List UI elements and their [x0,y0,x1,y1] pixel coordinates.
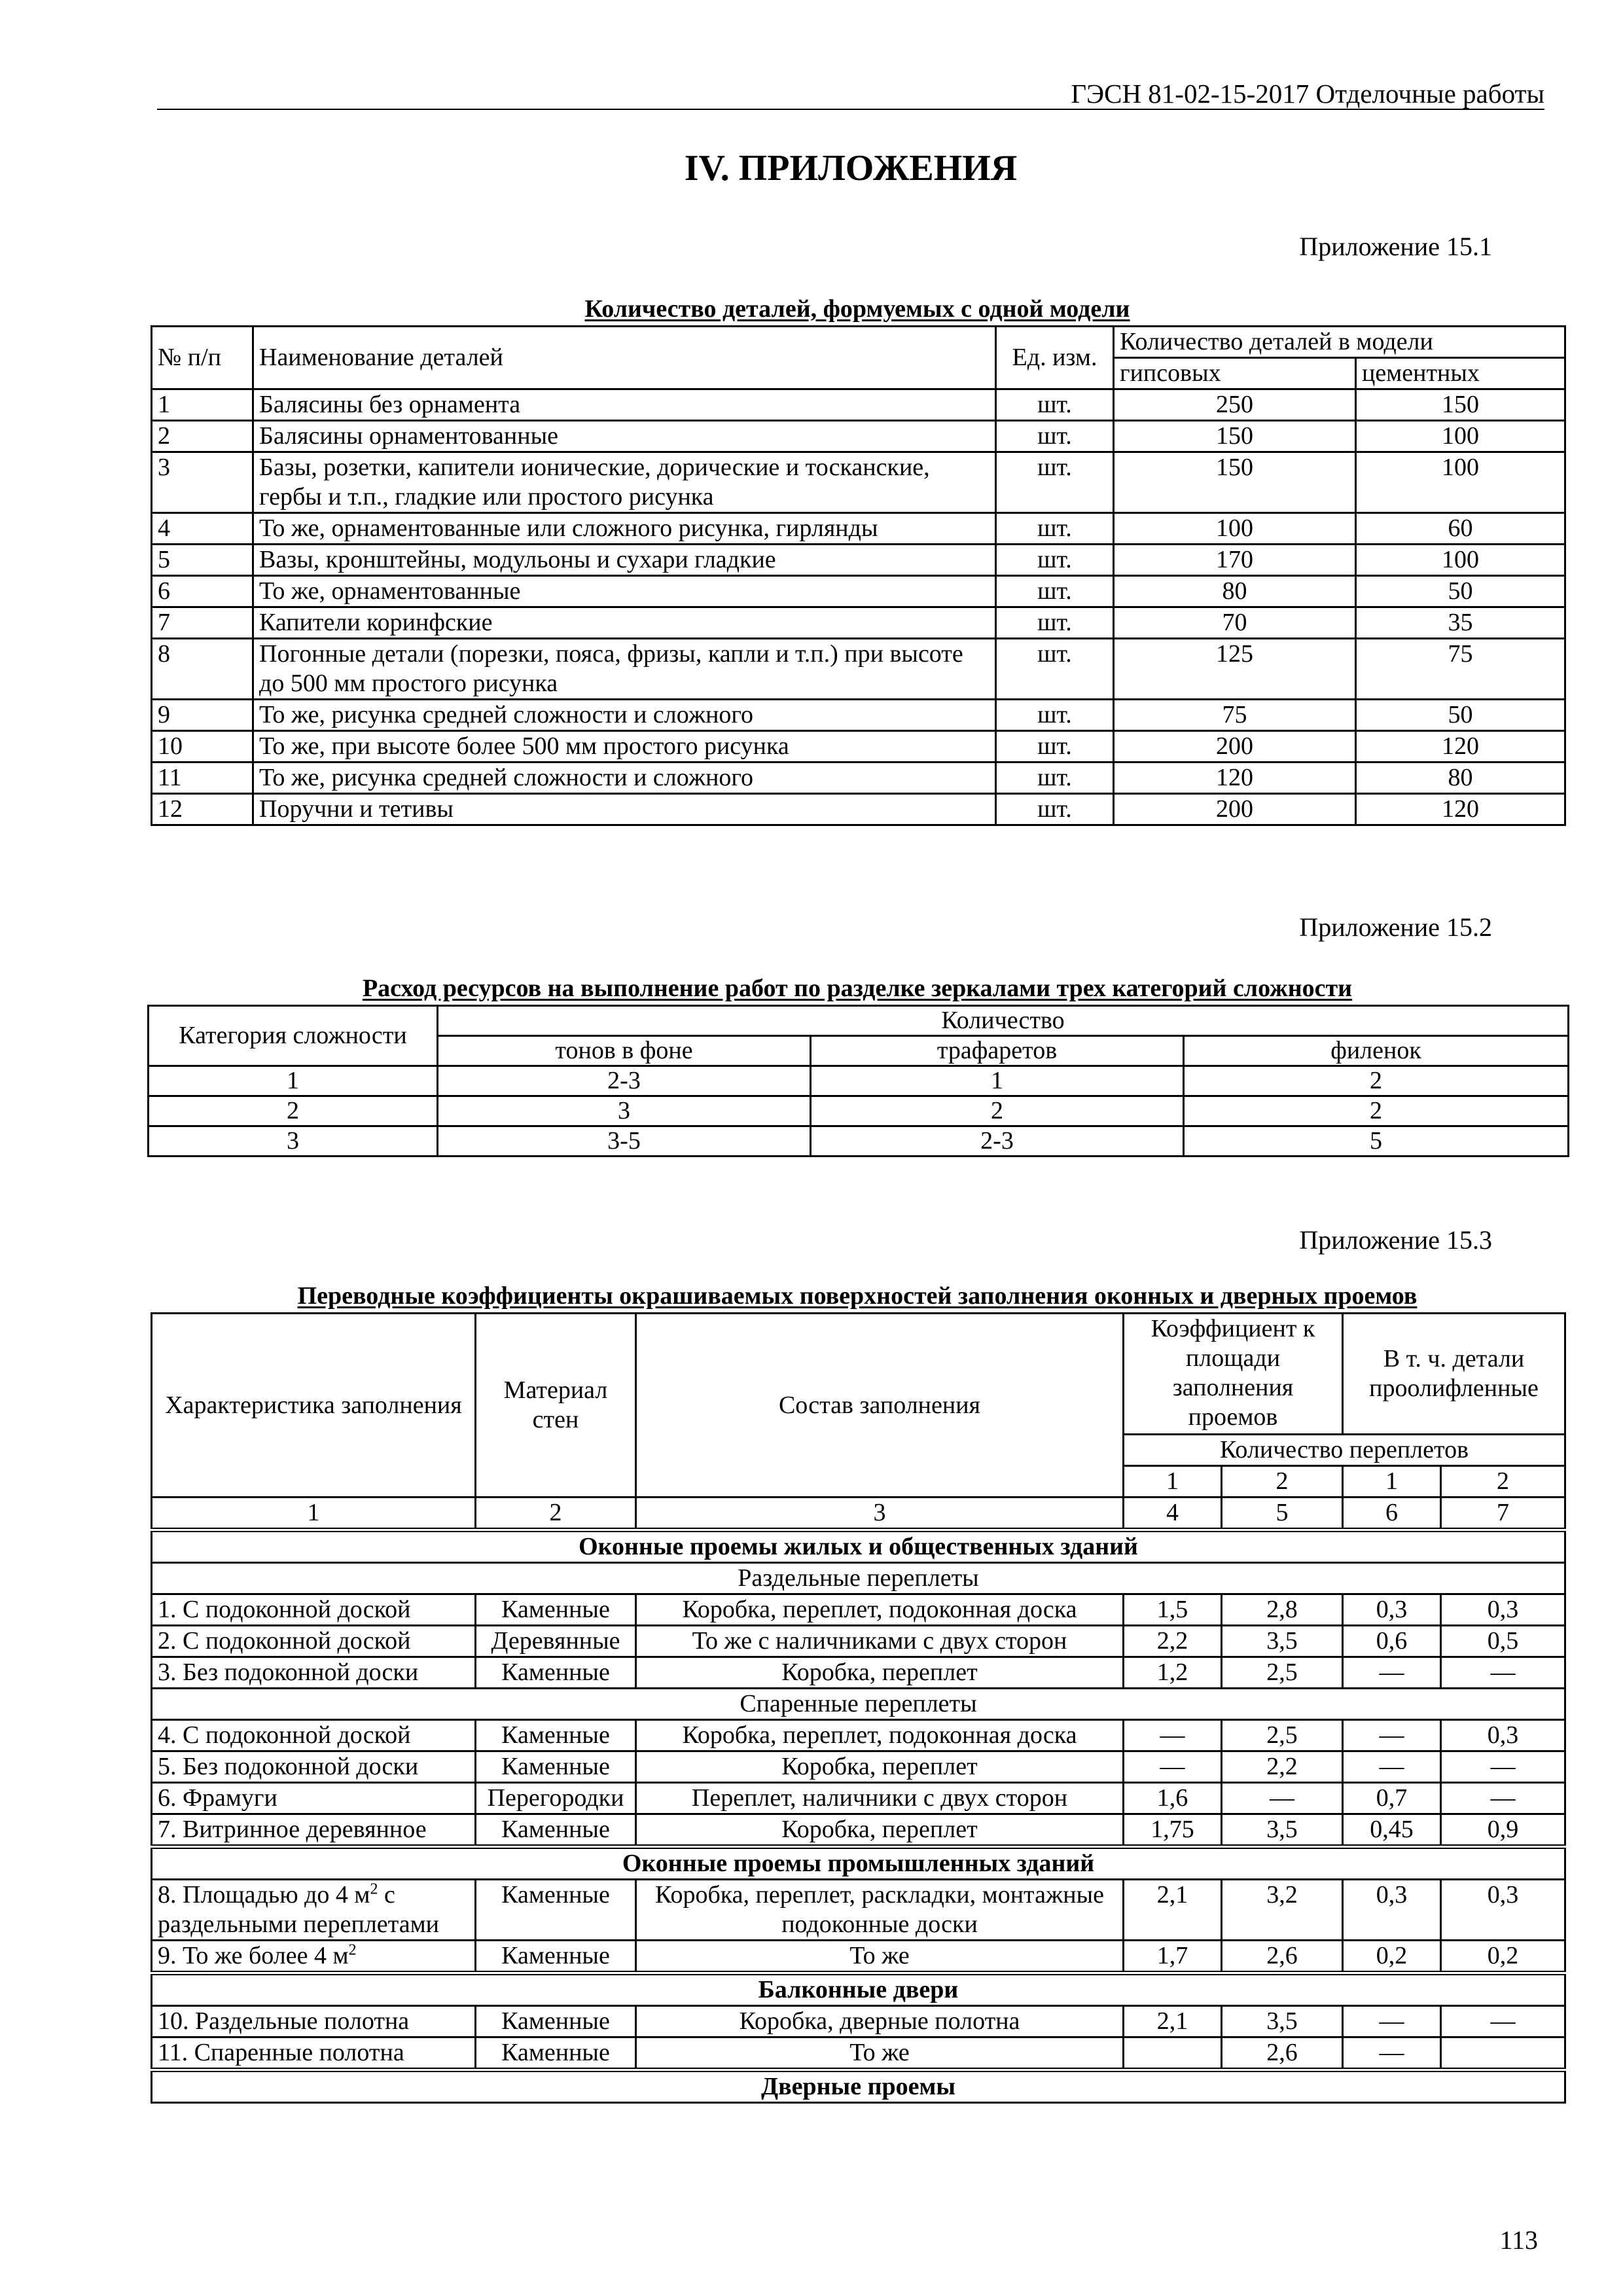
row-unit: шт. [996,639,1114,700]
table-header-row [152,327,1565,358]
table-row [152,762,1565,794]
row-coef-1: 1,6 [1124,1783,1222,1814]
table-row [152,545,1565,576]
row-coef-1: — [1124,1751,1222,1783]
row-cement: 120 [1356,794,1565,825]
row-unit: шт. [996,545,1114,576]
section-balcony-doors: Балконные двери [152,1973,1565,2006]
table-15-3 [151,1312,1566,2104]
row-gypsum: 100 [1114,513,1356,545]
column-number: 6 [1343,1498,1441,1530]
table-15-2 [147,1005,1569,1157]
row-stencils: 2-3 [811,1126,1184,1157]
header-wall-material: Материал стен [476,1314,636,1498]
row-name: Балясины без орнамента [253,389,996,421]
row-coef-2: 2,6 [1222,1941,1343,1973]
table-row [152,1751,1565,1783]
superscript: 2 [370,1880,378,1898]
row-cement: 100 [1356,421,1565,452]
section-residential-windows: Оконные проемы жилых и общественных зданий [152,1530,1565,1563]
header-cement: цементных [1356,358,1565,389]
row-coef-2: 2,6 [1222,2037,1343,2070]
table-row [152,576,1565,607]
row-oiled-1: — [1343,2006,1441,2037]
row-oiled-2: 0,2 [1441,1941,1565,1973]
row-characteristic: 6. Фрамуги [152,1783,476,1814]
row-name: То же, орнаментованные или сложного рисунка, гирлянды [253,513,996,545]
row-characteristic: 1. С подоконной доской [152,1594,476,1626]
row-num: 3 [152,452,253,513]
table-row [152,607,1565,639]
row-num: 7 [152,607,253,639]
table-row [152,1941,1565,1973]
appendix-label-15-3: Приложение 15.3 [1299,1225,1492,1255]
column-number: 4 [1124,1498,1222,1530]
table-row [152,421,1565,452]
row-gypsum: 75 [1114,700,1356,731]
row-unit: шт. [996,700,1114,731]
table-header-row [152,1314,1565,1435]
row-coef-2: 2,5 [1222,1657,1343,1689]
table-row [152,794,1565,825]
row-cement: 75 [1356,639,1565,700]
row-oiled-2: — [1441,1751,1565,1783]
table-row [152,1594,1565,1626]
table-15-1 [151,325,1566,826]
row-wall-material: Каменные [476,2037,636,2070]
row-composition: То же [636,1941,1124,1973]
table-row [152,1814,1565,1847]
row-unit: шт. [996,513,1114,545]
header-frames-1: 1 [1124,1466,1222,1498]
row-unit: шт. [996,607,1114,639]
row-unit: шт. [996,762,1114,794]
appendix-label-15-1: Приложение 15.1 [1299,232,1492,261]
row-composition: То же [636,2037,1124,2070]
row-coef-2: 2,8 [1222,1594,1343,1626]
table-row [149,1126,1569,1157]
row-coef-1: 1,7 [1124,1941,1222,1973]
row-name: То же, рисунка средней сложности и сложного [253,762,996,794]
row-wall-material: Каменные [476,1657,636,1689]
subsection-paired-frames: Спаренные переплеты [152,1689,1565,1720]
row-composition: Коробка, переплет [636,1751,1124,1783]
row-coef-1: 1,75 [1124,1814,1222,1847]
row-cement: 120 [1356,731,1565,762]
row-category: 2 [149,1096,438,1126]
row-unit: шт. [996,731,1114,762]
header-coefficient: Коэффициент к площади заполнения проемов [1124,1314,1343,1435]
row-num: 4 [152,513,253,545]
row-coef-1: 1,2 [1124,1657,1222,1689]
header-frames-count: Количество переплетов [1124,1435,1565,1466]
row-coef-1: — [1124,1720,1222,1751]
header-rule [157,109,1544,110]
row-name: Базы, розетки, капители ионические, дорические и тосканские, гербы и т.п., гладкие или простого рисунка [253,452,996,513]
row-oiled-1: 0,3 [1343,1880,1441,1941]
row-characteristic: 11. Спаренные полотна [152,2037,476,2070]
row-coef-2: 2,5 [1222,1720,1343,1751]
row-composition: Переплет, наличники с двух сторон [636,1783,1124,1814]
table-row [152,1720,1565,1751]
row-wall-material: Каменные [476,1814,636,1847]
row-characteristic: 9. То же более 4 $м^2$ [152,1941,476,1973]
table-row [152,452,1565,513]
row-oiled-1: 0,3 [1343,1594,1441,1626]
row-num: 6 [152,576,253,607]
row-wall-material: Каменные [476,1880,636,1941]
row-category: 1 [149,1066,438,1096]
row-name: Поручни и тетивы [253,794,996,825]
header-stencils: трафаретов [811,1036,1184,1066]
header-tones: тонов в фоне [438,1036,811,1066]
table-row [152,513,1565,545]
table-row [152,1657,1565,1689]
row-oiled-2: 0,5 [1441,1626,1565,1657]
table-row [152,700,1565,731]
row-wall-material: Каменные [476,1941,636,1973]
subsection-row [152,1563,1565,1594]
row-coef-1: 2,1 [1124,1880,1222,1941]
row-wall-material: Каменные [476,1751,636,1783]
row-panels: 5 [1184,1126,1569,1157]
header-panels: филенок [1184,1036,1569,1066]
column-number: 7 [1441,1498,1565,1530]
row-oiled-2: 0,3 [1441,1880,1565,1941]
row-coef-2: 3,5 [1222,1626,1343,1657]
running-header: ГЭСН 81-02-15-2017 Отделочные работы [1071,79,1544,109]
row-composition: Коробка, дверные полотна [636,2006,1124,2037]
row-cement: 50 [1356,700,1565,731]
table-caption-15-3: Переводные коэффициенты окрашиваемых поверхностей заполнения оконных и дверных проемов [297,1282,1418,1310]
table-row [149,1066,1569,1096]
row-num: 10 [152,731,253,762]
row-oiled-2: — [1441,1783,1565,1814]
row-stencils: 2 [811,1096,1184,1126]
table-row [149,1096,1569,1126]
row-panels: 2 [1184,1066,1569,1096]
row-unit: шт. [996,794,1114,825]
row-gypsum: 170 [1114,545,1356,576]
row-oiled-1: 0,45 [1343,1814,1441,1847]
header-qty: Количество деталей в модели [1114,327,1565,358]
row-characteristic: 2. С подоконной доской [152,1626,476,1657]
header-num: № п/п [152,327,253,389]
row-oiled-2 [1441,2037,1565,2070]
row-oiled-1: — [1343,1751,1441,1783]
row-name: Вазы, кронштейны, модульоны и сухари гладкие [253,545,996,576]
row-gypsum: 150 [1114,452,1356,513]
header-oiled-frames-1: 1 [1343,1466,1441,1498]
row-coef-1: 2,1 [1124,2006,1222,2037]
header-oiled-frames-2: 2 [1441,1466,1565,1498]
row-characteristic: 3. Без подоконной доски [152,1657,476,1689]
row-coef-2: 2,2 [1222,1751,1343,1783]
row-coef-2: 3,5 [1222,1814,1343,1847]
row-cement: 60 [1356,513,1565,545]
header-oiled: В т. ч. детали проолифленные [1343,1314,1565,1435]
header-unit: Ед. изм. [996,327,1114,389]
table-row [152,1880,1565,1941]
table-header-row [149,1006,1569,1036]
appendix-label-15-2: Приложение 15.2 [1299,912,1492,942]
section-row [152,1973,1565,2006]
row-num: 12 [152,794,253,825]
row-wall-material: Перегородки [476,1783,636,1814]
column-number: 3 [636,1498,1124,1530]
row-coef-2: 3,2 [1222,1880,1343,1941]
row-unit: шт. [996,452,1114,513]
row-characteristic: 4. С подоконной доской [152,1720,476,1751]
row-panels: 2 [1184,1096,1569,1126]
subsection-separate-frames: Раздельные переплеты [152,1563,1565,1594]
column-number: 1 [152,1498,476,1530]
row-cement: 150 [1356,389,1565,421]
row-unit: шт. [996,576,1114,607]
row-name: Балясины орнаментованные [253,421,996,452]
header-qty: Количество [438,1006,1569,1036]
row-num: 5 [152,545,253,576]
row-composition: Коробка, переплет, раскладки, монтажные подоконные доски [636,1880,1124,1941]
section-title: IV. ПРИЛОЖЕНИЯ [684,148,1018,188]
row-coef-2: — [1222,1783,1343,1814]
row-oiled-1: — [1343,2037,1441,2070]
table-row [152,1626,1565,1657]
row-name: То же, орнаментованные [253,576,996,607]
row-gypsum: 70 [1114,607,1356,639]
row-cement: 100 [1356,545,1565,576]
table-row [152,2006,1565,2037]
header-characteristic: Характеристика заполнения [152,1314,476,1498]
section-door-openings: Дверные проемы [152,2070,1565,2103]
row-cement: 80 [1356,762,1565,794]
row-characteristic: 10. Раздельные полотна [152,2006,476,2037]
row-oiled-1: 0,7 [1343,1783,1441,1814]
table-row [152,639,1565,700]
column-number: 2 [476,1498,636,1530]
row-unit: шт. [996,421,1114,452]
row-oiled-1: — [1343,1657,1441,1689]
header-gypsum: гипсовых [1114,358,1356,389]
row-characteristic: 7. Витринное деревянное [152,1814,476,1847]
row-oiled-2: — [1441,1657,1565,1689]
header-name: Наименование деталей [253,327,996,389]
table-caption-15-1: Количество деталей, формуемых с одной модели [584,295,1130,323]
row-gypsum: 80 [1114,576,1356,607]
header-frames-2: 2 [1222,1466,1343,1498]
table-row [152,2037,1565,2070]
row-num: 11 [152,762,253,794]
row-category: 3 [149,1126,438,1157]
row-wall-material: Деревянные [476,1626,636,1657]
row-cement: 50 [1356,576,1565,607]
row-gypsum: 120 [1114,762,1356,794]
row-cement: 35 [1356,607,1565,639]
row-characteristic: 8. Площадью до 4 $м^2$ с раздельными переплетами [152,1880,476,1941]
row-gypsum: 125 [1114,639,1356,700]
column-number: 5 [1222,1498,1343,1530]
row-gypsum: 250 [1114,389,1356,421]
row-name: Погонные детали (порезки, пояса, фризы, капли и т.п.) при высоте до 500 мм простого рисунка [253,639,996,700]
row-name: То же, при высоте более 500 мм простого рисунка [253,731,996,762]
row-num: 9 [152,700,253,731]
row-num: 2 [152,421,253,452]
row-wall-material: Каменные [476,1720,636,1751]
table-row [152,1783,1565,1814]
row-tones: 3 [438,1096,811,1126]
row-tones: 3-5 [438,1126,811,1157]
header-category: Категория сложности [149,1006,438,1066]
row-unit: шт. [996,389,1114,421]
row-tones: 2-3 [438,1066,811,1096]
row-coef-1: 1,5 [1124,1594,1222,1626]
row-gypsum: 200 [1114,794,1356,825]
row-composition: Коробка, переплет, подоконная доска [636,1720,1124,1751]
row-composition: Коробка, переплет [636,1814,1124,1847]
row-cement: 100 [1356,452,1565,513]
section-industrial-windows: Оконные проемы промышленных зданий [152,1847,1565,1880]
row-composition: Коробка, переплет, подоконная доска [636,1594,1124,1626]
row-oiled-1: 0,2 [1343,1941,1441,1973]
row-num: 8 [152,639,253,700]
row-num: 1 [152,389,253,421]
row-wall-material: Каменные [476,1594,636,1626]
row-stencils: 1 [811,1066,1184,1096]
subsection-row [152,1689,1565,1720]
row-oiled-2: 0,9 [1441,1814,1565,1847]
table-row [152,731,1565,762]
row-characteristic: 5. Без подоконной доски [152,1751,476,1783]
row-oiled-1: — [1343,1720,1441,1751]
row-coef-1 [1124,2037,1222,2070]
row-oiled-1: 0,6 [1343,1626,1441,1657]
superscript: 2 [348,1941,357,1959]
row-oiled-2: — [1441,2006,1565,2037]
row-coef-1: 2,2 [1124,1626,1222,1657]
row-oiled-2: 0,3 [1441,1594,1565,1626]
table-caption-15-2: Расход ресурсов на выполнение работ по разделке зеркалами трех категорий сложности [362,975,1353,1002]
row-coef-2: 3,5 [1222,2006,1343,2037]
column-number-row [152,1498,1565,1530]
row-composition: То же с наличниками с двух сторон [636,1626,1124,1657]
row-name: То же, рисунка средней сложности и сложного [253,700,996,731]
row-gypsum: 200 [1114,731,1356,762]
header-composition: Состав заполнения [636,1314,1124,1498]
row-oiled-2: 0,3 [1441,1720,1565,1751]
row-composition: Коробка, переплет [636,1657,1124,1689]
row-wall-material: Каменные [476,2006,636,2037]
section-row [152,1530,1565,1563]
row-name: Капители коринфские [253,607,996,639]
table-row [152,389,1565,421]
row-gypsum: 150 [1114,421,1356,452]
page-number: 113 [1499,2225,1538,2255]
section-row [152,2070,1565,2103]
section-row [152,1847,1565,1880]
